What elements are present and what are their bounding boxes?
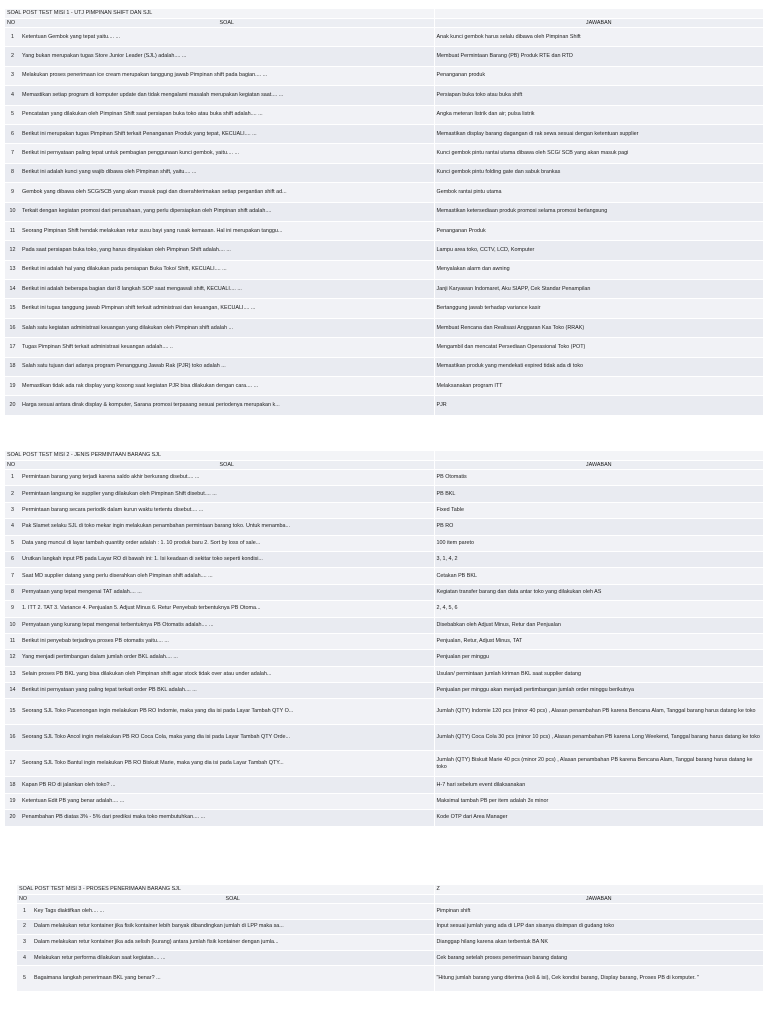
row-number: 15 bbox=[5, 299, 20, 318]
answer-cell: Penanganan Produk bbox=[434, 221, 763, 240]
table-row bbox=[5, 683, 763, 699]
row-number: 5 bbox=[17, 966, 32, 992]
row-number: 14 bbox=[5, 683, 20, 699]
question-cell: Permintaan langsung ke supplier yang dilakukan oleh Pimpinan Shift disebut.... ... bbox=[20, 486, 434, 502]
section3-table bbox=[17, 885, 763, 992]
row-number: 12 bbox=[5, 241, 20, 260]
row-number: 11 bbox=[5, 221, 20, 240]
answer-cell: Pimpinan shift bbox=[434, 904, 763, 920]
table-row bbox=[5, 502, 763, 518]
row-number: 7 bbox=[5, 568, 20, 584]
section1-col-no: NO bbox=[5, 19, 20, 28]
row-number: 1 bbox=[5, 470, 20, 486]
table-row bbox=[5, 86, 763, 105]
table-row bbox=[17, 950, 763, 966]
row-number: 2 bbox=[5, 47, 20, 66]
answer-cell: Cek barang setelah proses penerimaan barang datang bbox=[434, 950, 763, 966]
answer-cell: Disebabkan oleh Adjust Minus, Retur dan Penjualan bbox=[434, 617, 763, 633]
question-cell: Pernyataan yang kurang tepat mengenai terbentuknya PB Otomatis adalah.... ... bbox=[20, 617, 434, 633]
answer-cell: Angka meteran listrik dan air; pulsa listrik bbox=[434, 105, 763, 124]
row-number: 6 bbox=[5, 551, 20, 567]
answer-cell: Memastikan display barang dagangan di rak sewa sesuai dengan ketentuan supplier bbox=[434, 124, 763, 143]
table-row bbox=[5, 66, 763, 85]
answer-cell: 100 item pareto bbox=[434, 535, 763, 551]
answer-cell: Dianggap hilang karena akan terbentuk BA NK bbox=[434, 935, 763, 951]
answer-cell: Gembok rantai pintu utama bbox=[434, 183, 763, 202]
row-number: 20 bbox=[5, 810, 20, 826]
answer-cell: PB Otomatis bbox=[434, 470, 763, 486]
table-row bbox=[5, 299, 763, 318]
table-row bbox=[5, 338, 763, 357]
row-number: 4 bbox=[5, 519, 20, 535]
row-number: 8 bbox=[5, 163, 20, 182]
answer-cell: PB BKL bbox=[434, 486, 763, 502]
question-cell: Berikut ini pernyataan yang paling tepat terkait order PB BKL adalah.... ... bbox=[20, 683, 434, 699]
answer-cell: Membuat Permintaan Barang (PB) Produk RTE dan RTD bbox=[434, 47, 763, 66]
table-row bbox=[5, 202, 763, 221]
table-row bbox=[5, 699, 763, 725]
section2-col-jawaban: JAWABAN bbox=[434, 461, 763, 470]
table-row bbox=[5, 318, 763, 337]
table-row bbox=[5, 470, 763, 486]
table-row bbox=[5, 357, 763, 376]
answer-cell: Membuat Rencana dan Realisasi Anggaran Kas Toko (RRAK) bbox=[434, 318, 763, 337]
table-row bbox=[5, 144, 763, 163]
table-row bbox=[5, 163, 763, 182]
question-cell: Seorang SJL Toko Pacenongan ingin melakukan PB RO Indomie, maka yang dia isi pada Layar Tambah QTY O... bbox=[20, 699, 434, 725]
section3-col-jawaban: JAWABAN bbox=[434, 895, 763, 904]
question-cell: Berikut ini adalah hal yang dilakukan pada persiapan Buka Toko/ Shift, KECUALI.... ... bbox=[20, 260, 434, 279]
row-number: 2 bbox=[5, 486, 20, 502]
question-cell: Pak Slamet selaku SJL di toko mekar ingin melakukan penambahan permintaan barang toko. Untuk menamba... bbox=[20, 519, 434, 535]
table-row bbox=[5, 617, 763, 633]
row-number: 5 bbox=[5, 535, 20, 551]
section3-title-right: Z bbox=[434, 885, 763, 895]
answer-cell: Penanganan produk bbox=[434, 66, 763, 85]
answer-cell: PJR bbox=[434, 396, 763, 415]
section1-col-jawaban: JAWABAN bbox=[434, 19, 763, 28]
table-row bbox=[5, 633, 763, 649]
row-number: 6 bbox=[5, 124, 20, 143]
row-number: 16 bbox=[5, 318, 20, 337]
table-row bbox=[5, 221, 763, 240]
answer-cell: Penjualan per minggu akan menjadi pertimbangan jumlah order minggu berikutnya bbox=[434, 683, 763, 699]
table-row bbox=[5, 601, 763, 617]
section2-title: SOAL POST TEST MISI 2 - JENIS PERMINTAAN BARANG SJL bbox=[5, 451, 434, 461]
row-number: 3 bbox=[5, 66, 20, 85]
question-cell: Melakukan proses penerimaan ice cream merupakan tanggung jawab Pimpinan shift pada bagian.... ... bbox=[20, 66, 434, 85]
answer-cell: Memastikan ketersediaan produk promosi selama promosi berlangsung bbox=[434, 202, 763, 221]
answer-cell: Maksimal tambah PB per item adalah 3x minor bbox=[434, 793, 763, 809]
table-row bbox=[5, 28, 763, 47]
row-number: 19 bbox=[5, 793, 20, 809]
question-cell: Yang bukan merupakan tugas Store Junior Leader (SJL) adalah.... ... bbox=[20, 47, 434, 66]
table-row bbox=[5, 486, 763, 502]
answer-cell: Kegiatan transfer barang dan data antar toko yang dilakukan oleh AS bbox=[434, 584, 763, 600]
row-number: 5 bbox=[5, 105, 20, 124]
row-number: 3 bbox=[5, 502, 20, 518]
question-cell: Dalam melakukan retur kontainer jika fisik kontainer lebih banyak dibandingkan jumlah di LPP maka sa... bbox=[32, 919, 434, 935]
table-row bbox=[5, 124, 763, 143]
question-cell: Saat MD supplier datang yang perlu diserahkan oleh Pimpinan shift adalah.... ... bbox=[20, 568, 434, 584]
question-cell: Berikut ini tugas tanggung jawab Pimpinan shift terkait administrasi dan keuangan, KECUALI.... ... bbox=[20, 299, 434, 318]
table-row bbox=[5, 377, 763, 396]
row-number: 15 bbox=[5, 699, 20, 725]
table-row bbox=[5, 650, 763, 666]
table-row bbox=[5, 777, 763, 793]
table-row bbox=[5, 535, 763, 551]
row-number: 10 bbox=[5, 617, 20, 633]
row-number: 13 bbox=[5, 666, 20, 682]
row-number: 18 bbox=[5, 777, 20, 793]
row-number: 4 bbox=[5, 86, 20, 105]
question-cell: Pernyataan yang tepat mengenai TAT adalah.... ... bbox=[20, 584, 434, 600]
table-row bbox=[5, 519, 763, 535]
question-cell: Berikut ini adalah beberapa bagian dari 8 langkah SOP saat mengawali shift, KECUALI.... ... bbox=[20, 280, 434, 299]
question-cell: Urutkan langkah input PB pada Layar RO di bawah ini: 1. Isi keadaan di sekitar toko seperti kondisi... bbox=[20, 551, 434, 567]
table-row bbox=[5, 584, 763, 600]
question-cell: Salah satu tujuan dari adanya program Penanggung Jawab Rak (PJR) toko adalah ... bbox=[20, 357, 434, 376]
row-number: 9 bbox=[5, 601, 20, 617]
table-row bbox=[5, 810, 763, 826]
row-number: 20 bbox=[5, 396, 20, 415]
section1-table bbox=[5, 9, 763, 416]
question-cell: Pada saat persiapan buka toko, yang harus dinyalakan oleh Pimpinan Shift adalah.... ... bbox=[20, 241, 434, 260]
row-number: 13 bbox=[5, 260, 20, 279]
section1-title: SOAL POST TEST MISI 1 - UTJ PIMPINAN SHIFT DAN SJL bbox=[5, 9, 434, 19]
question-cell: Berikut ini merupakan tugas Pimpinan Shift terkait Penanganan Produk yang tepat, KECUALI.... ... bbox=[20, 124, 434, 143]
table-row bbox=[17, 966, 763, 992]
row-number: 3 bbox=[17, 935, 32, 951]
question-cell: Yang menjadi pertimbangan dalam jumlah order BKL adalah.... ... bbox=[20, 650, 434, 666]
table-row bbox=[5, 105, 763, 124]
question-cell: Selain proses PB BKL yang bisa dilakukan oleh Pimpinan shift agar stock tidak over atau under adalah... bbox=[20, 666, 434, 682]
question-cell: Kapan PB RO di jalankan oleh toko? ... bbox=[20, 777, 434, 793]
answer-cell: Melaksanakan program ITT bbox=[434, 377, 763, 396]
answer-cell: Lampu area toko, CCTV, LCD, Komputer bbox=[434, 241, 763, 260]
answer-cell: Persiapan buka toko atau buka shift bbox=[434, 86, 763, 105]
row-number: 9 bbox=[5, 183, 20, 202]
answer-cell: Kunci gembok pintu rantai utama dibawa oleh SCG/ SCB yang akan masuk pagi bbox=[434, 144, 763, 163]
question-cell: 1. ITT 2. TAT 3. Variance 4. Penjualan 5. Adjust Minus 6. Retur Penyebab terbentuknya PB Otoma... bbox=[20, 601, 434, 617]
answer-cell: Memastikan produk yang mendekati expired tidak ada di toko bbox=[434, 357, 763, 376]
question-cell: Pencatatan yang dilakukan oleh Pimpinan Shift saat persiapan buka toko atau buka shift adalah.... ... bbox=[20, 105, 434, 124]
row-number: 12 bbox=[5, 650, 20, 666]
answer-cell: H-7 hari sebelum event dilaksanakan bbox=[434, 777, 763, 793]
row-number: 7 bbox=[5, 144, 20, 163]
question-cell: Melakukan retur performa dilakukan saat kegiatan.... ... bbox=[32, 950, 434, 966]
answer-cell: Menyalakan alarm dan awning bbox=[434, 260, 763, 279]
section2-col-soal: SOAL bbox=[20, 461, 434, 470]
answer-cell: Jumlah (QTY) Indomie 120 pcs (minor 40 pcs) , Alasan penambahan PB karena Bencana Alam, Tanggal barang harus datang ke toko bbox=[434, 699, 763, 725]
row-number: 8 bbox=[5, 584, 20, 600]
question-cell: Memastikan tidak ada rak display yang kosong saat kegiatan PJR bisa dilakukan dengan cara.... ... bbox=[20, 377, 434, 396]
row-number: 10 bbox=[5, 202, 20, 221]
question-cell: Permintaan barang secara periodik dalam kurun waktu tertentu disebut.... ... bbox=[20, 502, 434, 518]
question-cell: Berikut ini penyebab terjadinya proses PB otomatis yaitu.... ... bbox=[20, 633, 434, 649]
question-cell: Berikut ini pernyataan paling tepat untuk pembagian penggunaan kunci gembok, yaitu.... ... bbox=[20, 144, 434, 163]
table-row bbox=[5, 260, 763, 279]
table-row bbox=[5, 568, 763, 584]
table-row bbox=[5, 666, 763, 682]
row-number: 11 bbox=[5, 633, 20, 649]
table-row bbox=[5, 793, 763, 809]
answer-cell: "Hitung jumlah barang yang diterima (koli & isi), Cek kondisi barang, Display barang, Proses PB di komputer. " bbox=[434, 966, 763, 992]
row-number: 19 bbox=[5, 377, 20, 396]
row-number: 17 bbox=[5, 751, 20, 777]
row-number: 18 bbox=[5, 357, 20, 376]
question-cell: Salah satu kegiatan administrasi keuangan yang dilakukan oleh Pimpinan shift adalah ... bbox=[20, 318, 434, 337]
question-cell: Seorang SJL Toko Bantul ingin melakukan PB RO Biskuit Marie, maka yang dia isi pada Layar Tambah QTY... bbox=[20, 751, 434, 777]
table-row bbox=[5, 47, 763, 66]
question-cell: Penambahan PB diatas 3% - 5% dari prediksi maka toko membutuhkan.... ... bbox=[20, 810, 434, 826]
answer-cell: Fixed Table bbox=[434, 502, 763, 518]
row-number: 1 bbox=[17, 904, 32, 920]
table-row bbox=[17, 919, 763, 935]
section2-col-no: NO bbox=[5, 461, 20, 470]
question-cell: Ketentuan Edit PB yang benar adalah.... ... bbox=[20, 793, 434, 809]
table-row bbox=[5, 183, 763, 202]
answer-cell: Penjualan per minggu bbox=[434, 650, 763, 666]
table-row bbox=[5, 396, 763, 415]
question-cell: Terkait dengan kegiatan promosi dari perusahaan, yang perlu dipersiapkan oleh Pimpinan shift adalah.... bbox=[20, 202, 434, 221]
table-row bbox=[5, 725, 763, 751]
row-number: 1 bbox=[5, 28, 20, 47]
question-cell: Memastikan setiap program di komputer update dan tidak mengalami masalah merupakan kegiatan saat.... ... bbox=[20, 86, 434, 105]
question-cell: Seorang SJL Toko Ancol ingin melakukan PB RO Coca Cola, maka yang dia isi pada Layar Tambah QTY Orde... bbox=[20, 725, 434, 751]
row-number: 17 bbox=[5, 338, 20, 357]
section3-col-no: NO bbox=[17, 895, 32, 904]
answer-cell: Anak kunci gembok harus selalu dibawa oleh Pimpinan Shift bbox=[434, 28, 763, 47]
question-cell: Permintaan barang yang terjadi karena saldo akhir berkurang disebut.... ... bbox=[20, 470, 434, 486]
answer-cell: Cetakan PB BKL bbox=[434, 568, 763, 584]
table-row bbox=[5, 551, 763, 567]
question-cell: Harga sesuai antara dirak display & komputer, Sarana promosi terpasang sesuai periodenya merupakan k... bbox=[20, 396, 434, 415]
question-cell: Key Tags diaktifkan oleh.... ... bbox=[32, 904, 434, 920]
answer-cell: Penjualan, Retur, Adjust Minus, TAT bbox=[434, 633, 763, 649]
row-number: 16 bbox=[5, 725, 20, 751]
question-cell: Data yang muncul di layar tambah quantity order adalah : 1. 10 produk baru 2. Sort by loss of sale... bbox=[20, 535, 434, 551]
answer-cell: Input sesuai jumlah yang ada di LPP dan sisanya disimpan di gudang toko bbox=[434, 919, 763, 935]
table-row bbox=[17, 904, 763, 920]
answer-cell: Bertanggung jawab terhadap variance kasir bbox=[434, 299, 763, 318]
section2-table bbox=[5, 451, 763, 827]
question-cell: Bagaimana langkah penerimaan BKL yang benar? ... bbox=[32, 966, 434, 992]
answer-cell: PB RO bbox=[434, 519, 763, 535]
question-cell: Gembok yang dibawa oleh SCG/SCB yang akan masuk pagi dan diserahterimakan setiap pergantian shift ad... bbox=[20, 183, 434, 202]
question-cell: Tugas Pimpinan Shift terkait administrasi keuangan adalah.... .. bbox=[20, 338, 434, 357]
table-row bbox=[5, 751, 763, 777]
question-cell: Dalam melakukan retur kontainer jika ada selisih (kurang) antara jumlah fisik kontainer dengan jumla... bbox=[32, 935, 434, 951]
row-number: 2 bbox=[17, 919, 32, 935]
table-row bbox=[5, 241, 763, 260]
answer-cell: Jumlah (QTY) Coca Cola 30 pcs (minor 10 pcs) , Alasan penambahan PB karena Long Weekend, Tanggal barang harus datang ke toko bbox=[434, 725, 763, 751]
question-cell: Seorang Pimpinan Shift hendak melakukan retur susu bayi yang rusak kemasan. Hal ini merupakan tanggu... bbox=[20, 221, 434, 240]
answer-cell: Jumlah (QTY) Biskuit Marie 40 pcs (minor 20 pcs) , Alasan penambahan PB karena Bencana Alam, Tanggal barang harus datang ke toko bbox=[434, 751, 763, 777]
question-cell: Ketentuan Gembok yang tepat yaitu.... ... bbox=[20, 28, 434, 47]
question-cell: Berikut ini adalah kunci yang wajib dibawa oleh Pimpinan shift, yaitu.... ... bbox=[20, 163, 434, 182]
table-row bbox=[5, 280, 763, 299]
answer-cell: 3, 1, 4, 2 bbox=[434, 551, 763, 567]
answer-cell: Usulan/ permintaan jumlah kiriman BKL saat supplier datang bbox=[434, 666, 763, 682]
row-number: 4 bbox=[17, 950, 32, 966]
answer-cell: Kunci gembok pintu folding gate dan sabuk brankas bbox=[434, 163, 763, 182]
answer-cell: Janji Karyawan Indomaret, Aku SIAPP, Cek Standar Penampilan bbox=[434, 280, 763, 299]
section1-col-soal: SOAL bbox=[20, 19, 434, 28]
section3-col-soal: SOAL bbox=[32, 895, 434, 904]
table-row bbox=[17, 935, 763, 951]
answer-cell: 2, 4, 5, 6 bbox=[434, 601, 763, 617]
row-number: 14 bbox=[5, 280, 20, 299]
answer-cell: Mengambil dan mencatat Persediaan Operasional Toko (POT) bbox=[434, 338, 763, 357]
section3-title: SOAL POST TEST MISI 3 - PROSES PENERIMAAN BARANG SJL bbox=[17, 885, 434, 895]
answer-cell: Kode OTP dari Area Manager bbox=[434, 810, 763, 826]
